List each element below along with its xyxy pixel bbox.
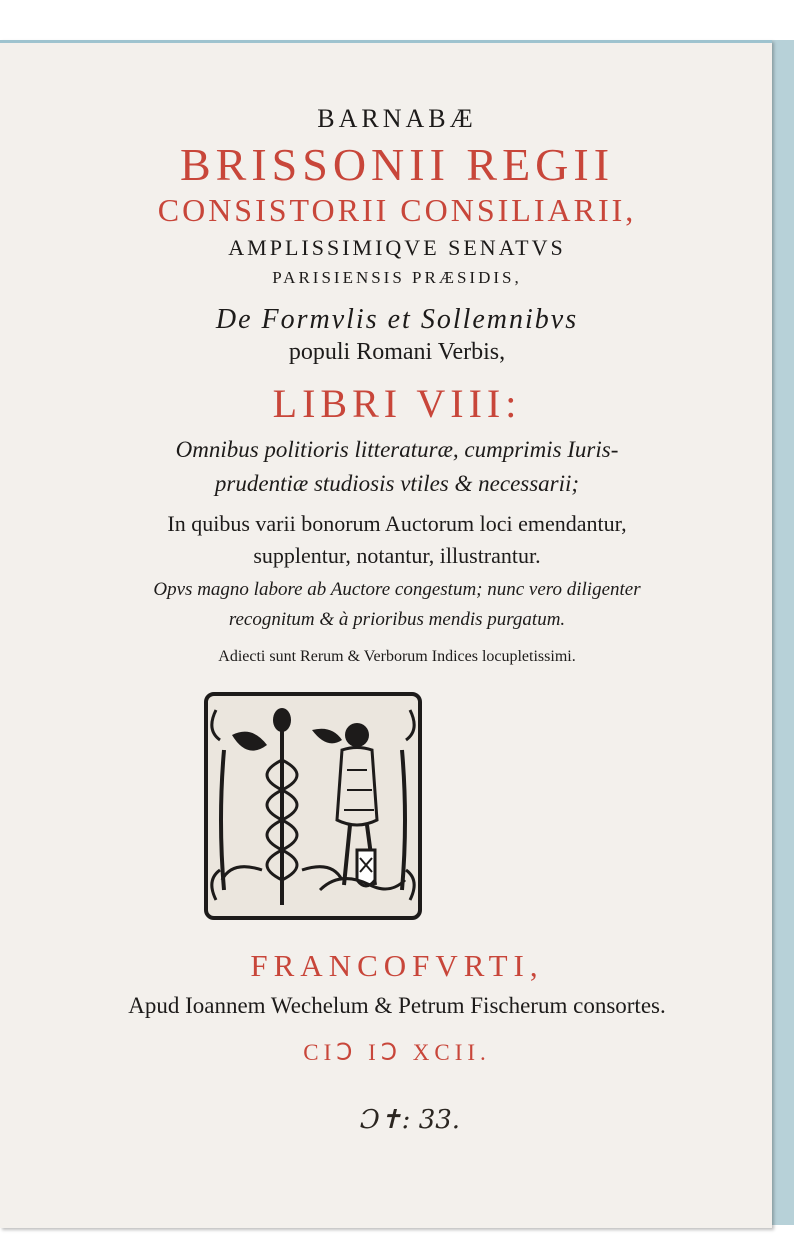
work-title-line1: De Formvlis et Sollemnibvs — [215, 304, 579, 335]
dedication-line1: Omnibus politioris litteraturæ, cumprimis Iuris- — [175, 437, 619, 462]
author-title-line2: PARISIENSIS PRÆSIDIS, — [272, 268, 522, 287]
imprint-year: CIↃ IↃ XCII. — [303, 1040, 491, 1065]
content-line1: In quibus varii bonorum Auctorum loci emendantur, — [167, 511, 627, 536]
imprint-printers: Apud Ioannem Wechelum & Petrum Fischerum consortes. — [128, 993, 666, 1018]
book-count: LIBRI VIII: — [272, 381, 522, 426]
edition-line2: recognitum & à prioribus mendis purgatum. — [228, 609, 566, 630]
manuscript-annotation: Ɔ✝: 33. — [360, 1105, 461, 1135]
indices-note: Adiecti sunt Rerum & Verborum Indices locupletissimi. — [218, 648, 576, 665]
printers-device-woodcut — [202, 690, 424, 922]
work-title-line2: populi Romani Verbis, — [288, 339, 506, 365]
author-title-line1: AMPLISSIMIQVE SENATVS — [228, 235, 566, 260]
imprint-city: FRANCOFVRTI, — [250, 948, 544, 983]
dedication-line2: prudentiæ studiosis vtiles & necessarii; — [214, 471, 580, 496]
content-line2: supplentur, notantur, illustrantur. — [253, 543, 541, 568]
author-office: CONSISTORII CONSILIARII, — [157, 192, 637, 228]
author-forename: BARNABÆ — [317, 104, 477, 133]
edition-line1: Opvs magno labore ab Auctore congestum; nunc vero diligenter — [153, 579, 641, 600]
author-surname: BRISSONII REGII — [179, 139, 615, 190]
